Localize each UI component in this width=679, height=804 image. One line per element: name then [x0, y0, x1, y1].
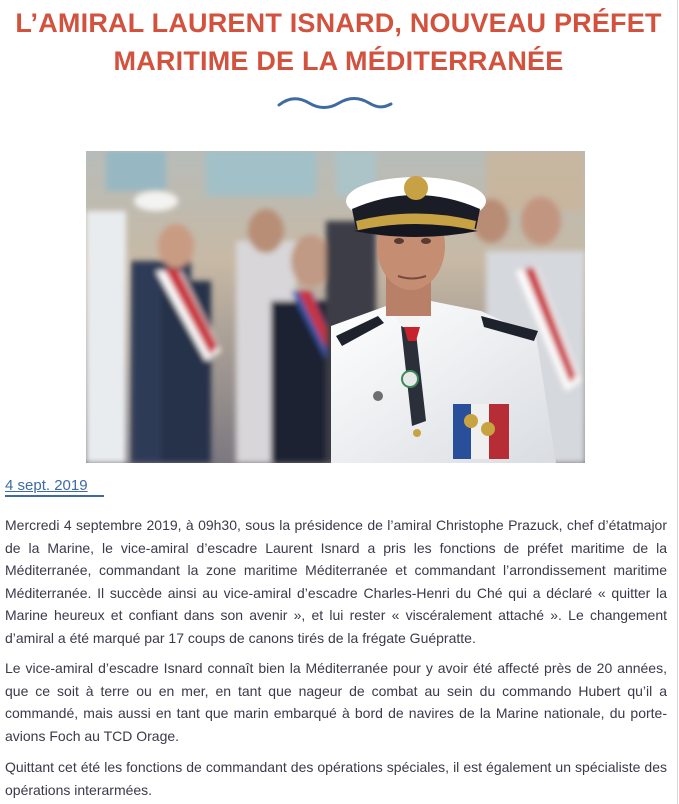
article-paragraph: Le vice-amiral d’escadre Isnard connaît bien la Méditerranée pour y avoir été affecté près de 20 années, que ce soit à terre ou en mer, en tant que nageur de combat au sein du commando Hubert qu’il a commandé, mais aussi en tant que marin embarqué à bord de navires de la Marine nationale, du porte-avions Foch au TCD Orage. — [5, 660, 667, 744]
title-line-1: L’AMIRAL LAURENT ISNARD, NOUVEAU PRÉFET — [15, 8, 662, 38]
admiral-portrait-image — [86, 151, 585, 463]
article-title — [0, 4, 677, 80]
article-paragraph: Quittant cet été les fonctions de commandant des opérations spéciales, il est également un spécialiste des opérations interarmées. — [5, 759, 667, 798]
article-date: 4 sept. 2019 — [5, 477, 88, 494]
wave-divider-icon — [275, 95, 395, 111]
article-paragraph: Mercredi 4 septembre 2019, à 09h30, sous la présidence de l’amiral Christophe Prazuck, chef d’étatmajor de la Marine, le vice-amiral d’escadre Laurent Isnard a pris les fonctions de préfet maritime de la Méditerranée, commandant la zone maritime Méditerranée et commandant l’arrondissement maritime Méditerranée. Il succède ainsi au vice-amiral d’escadre Charles-Henri du Ché qui a déclaré « quitter la Marine heureux et confiant dans son avenir », et lui rester « viscéralement attaché ». Le changement d’amiral a été marqué par 17 coups de canons tirés de la frégate Guépratte. — [5, 517, 667, 646]
article-photo — [86, 151, 585, 463]
date-underline-bar — [5, 495, 104, 497]
title-line-2: MARITIME DE LA MÉDITERRANÉE — [113, 46, 564, 76]
page-edge-rule — [677, 0, 678, 804]
